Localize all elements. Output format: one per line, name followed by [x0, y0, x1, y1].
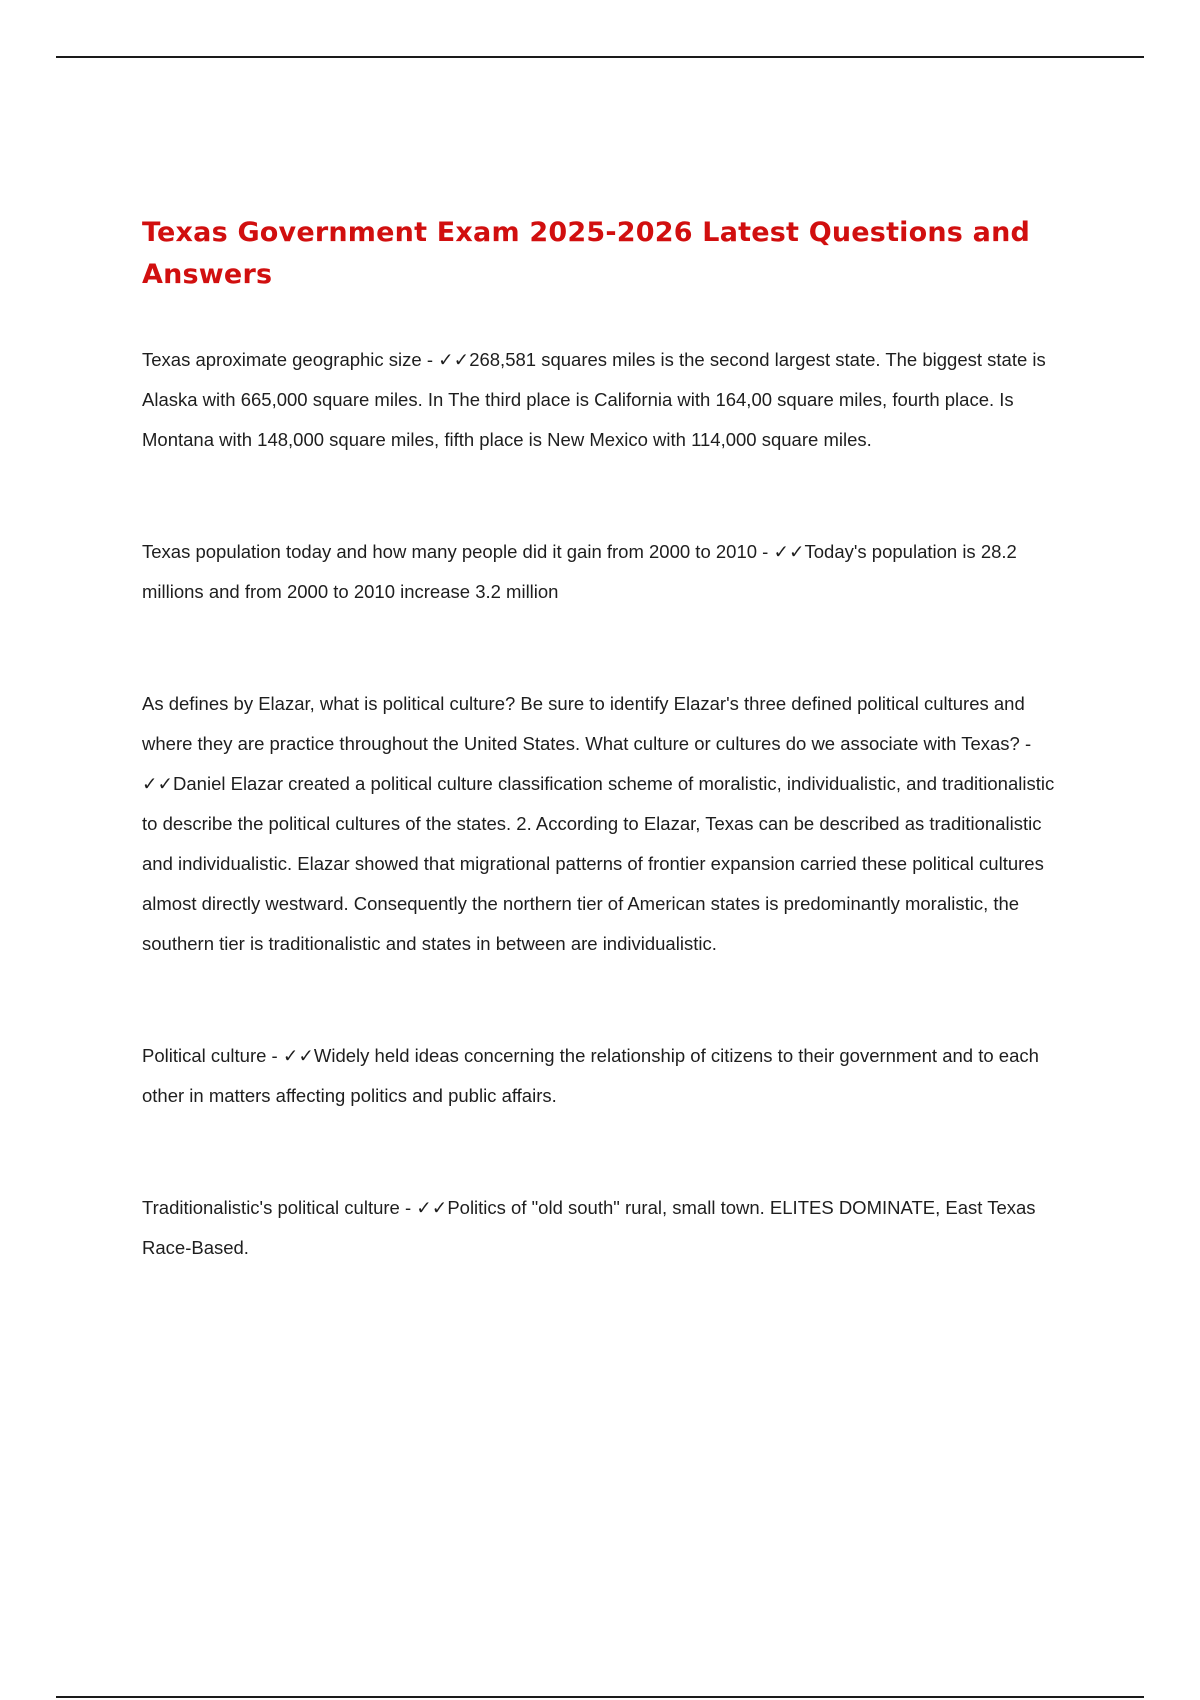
double-check-icon: ✓✓	[282, 1045, 314, 1066]
double-check-icon: ✓✓	[142, 773, 174, 794]
answer-text: Widely held ideas concerning the relationship of citizens to their government and to each other in matters affecting politics and public affairs.	[142, 1045, 1039, 1106]
separator: -	[757, 541, 774, 562]
answer-text: 268,581 squares miles is the second largest state. The biggest state is Alaska with 665,000 square miles. In The third place is California with 164,00 square miles, fourth place. Is Montana with 148,000 square miles, fifth place is New Mexico with 114,000 square miles.	[142, 349, 1046, 450]
double-check-icon: ✓✓	[773, 541, 805, 562]
page-content	[142, 212, 1062, 1340]
question-text: Texas population today and how many people did it gain from 2000 to 2010	[142, 541, 758, 562]
document-title: Texas Government Exam 2025-2026 Latest Questions and Answers	[142, 217, 1031, 290]
double-check-icon: ✓✓	[438, 349, 470, 370]
question-text: Texas aproximate geographic size	[142, 349, 422, 370]
question-text: Political culture	[142, 1045, 267, 1066]
separator: -	[1019, 733, 1032, 754]
answer-text: Today's population is 28.2 millions and from 2000 to 2010 increase 3.2 million	[142, 541, 1017, 602]
qa-item-5	[142, 1188, 1062, 1268]
answer-text: Politics of "old south" rural, small town. ELITES DOMINATE, East Texas Race-Based.	[142, 1197, 1036, 1258]
question-text: Traditionalistic's political culture	[142, 1197, 400, 1218]
separator: -	[399, 1197, 417, 1218]
header-rule	[56, 56, 1144, 58]
qa-item-3	[142, 684, 1062, 964]
qa-item-2	[142, 532, 1062, 612]
qa-item-1	[142, 340, 1062, 460]
answer-text: Daniel Elazar created a political culture classification scheme of moralistic, individualistic, and traditionalistic to describe the political cultures of the states. 2. According to Elazar, Texas can be described as traditionalistic and individualistic. Elazar showed that migrational patterns of frontier expansion carried these political cultures almost directly westward. Consequently the northern tier of American states is predominantly moralistic, the southern tier is traditionalistic and states in between are individualistic.	[142, 773, 1055, 954]
double-check-icon: ✓✓	[416, 1197, 448, 1218]
qa-item-4	[142, 1036, 1062, 1116]
question-text: As defines by Elazar, what is political culture? Be sure to identify Elazar's three defined political cultures and where they are practice throughout the United States. What culture or cultures do we associate with Texas?	[142, 693, 1025, 754]
separator: -	[421, 349, 439, 370]
footer-rule	[56, 1696, 1144, 1698]
separator: -	[266, 1045, 283, 1066]
